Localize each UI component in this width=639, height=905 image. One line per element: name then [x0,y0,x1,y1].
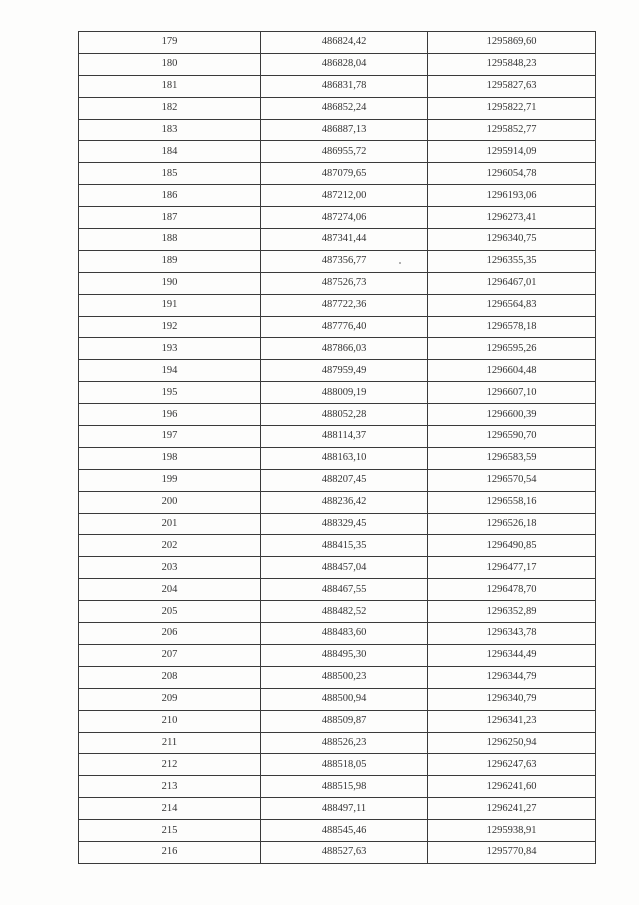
table-row [79,841,596,863]
y-coordinate-cell: 1296607,10 [428,382,596,404]
y-coordinate-cell: 1295914,09 [428,141,596,163]
point-number-cell: 211 [79,732,261,754]
point-number-cell: 208 [79,666,261,688]
point-number-cell: 184 [79,141,261,163]
y-coordinate-cell: 1296478,70 [428,579,596,601]
point-number-cell: 185 [79,163,261,185]
table-row [79,141,596,163]
table-row [79,119,596,141]
point-number-cell: 214 [79,798,261,820]
table-row [79,75,596,97]
table-row [79,754,596,776]
coordinates-table-body [79,32,596,864]
x-coordinate-cell: 487274,06 [261,207,428,229]
x-coordinate-cell: 488482,52 [261,601,428,623]
y-coordinate-cell: 1295938,91 [428,820,596,842]
scan-speck [399,262,401,264]
y-coordinate-cell: 1296250,94 [428,732,596,754]
point-number-cell: 196 [79,404,261,426]
y-coordinate-cell: 1296583,59 [428,447,596,469]
x-coordinate-cell: 487526,73 [261,272,428,294]
x-coordinate-cell: 487866,03 [261,338,428,360]
table-row [79,798,596,820]
x-coordinate-cell: 487079,65 [261,163,428,185]
y-coordinate-cell: 1296490,85 [428,535,596,557]
point-number-cell: 183 [79,119,261,141]
table-row [79,426,596,448]
x-coordinate-cell: 486955,72 [261,141,428,163]
y-coordinate-cell: 1295822,71 [428,97,596,119]
coordinates-table [78,31,596,864]
point-number-cell: 213 [79,776,261,798]
x-coordinate-cell: 488329,45 [261,513,428,535]
point-number-cell: 210 [79,710,261,732]
table-row [79,32,596,54]
y-coordinate-cell: 1296355,35 [428,250,596,272]
x-coordinate-cell: 488163,10 [261,447,428,469]
y-coordinate-cell: 1296578,18 [428,316,596,338]
point-number-cell: 187 [79,207,261,229]
x-coordinate-cell: 488518,05 [261,754,428,776]
x-coordinate-cell: 488009,19 [261,382,428,404]
y-coordinate-cell: 1296344,49 [428,644,596,666]
x-coordinate-cell: 488114,37 [261,426,428,448]
table-row [79,272,596,294]
x-coordinate-cell: 486887,13 [261,119,428,141]
x-coordinate-cell: 487212,00 [261,185,428,207]
x-coordinate-cell: 488457,04 [261,557,428,579]
table-row [79,623,596,645]
y-coordinate-cell: 1296526,18 [428,513,596,535]
y-coordinate-cell: 1296273,41 [428,207,596,229]
table-row [79,404,596,426]
y-coordinate-cell: 1296247,63 [428,754,596,776]
table-row [79,382,596,404]
table-row [79,338,596,360]
point-number-cell: 202 [79,535,261,557]
y-coordinate-cell: 1296352,89 [428,601,596,623]
x-coordinate-cell: 487356,77 [261,250,428,272]
table-row [79,316,596,338]
point-number-cell: 216 [79,841,261,863]
y-coordinate-cell: 1295869,60 [428,32,596,54]
y-coordinate-cell: 1296241,60 [428,776,596,798]
y-coordinate-cell: 1295827,63 [428,75,596,97]
x-coordinate-cell: 488467,55 [261,579,428,601]
point-number-cell: 215 [79,820,261,842]
y-coordinate-cell: 1296054,78 [428,163,596,185]
table-row [79,601,596,623]
table-row [79,294,596,316]
point-number-cell: 199 [79,469,261,491]
point-number-cell: 206 [79,623,261,645]
point-number-cell: 200 [79,491,261,513]
x-coordinate-cell: 488509,87 [261,710,428,732]
table-row [79,53,596,75]
x-coordinate-cell: 488236,42 [261,491,428,513]
point-number-cell: 181 [79,75,261,97]
point-number-cell: 192 [79,316,261,338]
table-row [79,820,596,842]
point-number-cell: 195 [79,382,261,404]
point-number-cell: 198 [79,447,261,469]
x-coordinate-cell: 488207,45 [261,469,428,491]
table-row [79,250,596,272]
table-row [79,513,596,535]
point-number-cell: 190 [79,272,261,294]
y-coordinate-cell: 1296600,39 [428,404,596,426]
x-coordinate-cell: 488052,28 [261,404,428,426]
point-number-cell: 197 [79,426,261,448]
x-coordinate-cell: 486824,42 [261,32,428,54]
x-coordinate-cell: 486852,24 [261,97,428,119]
x-coordinate-cell: 488527,63 [261,841,428,863]
x-coordinate-cell: 487959,49 [261,360,428,382]
point-number-cell: 212 [79,754,261,776]
x-coordinate-cell: 488500,23 [261,666,428,688]
y-coordinate-cell: 1295848,23 [428,53,596,75]
x-coordinate-cell: 487341,44 [261,229,428,251]
y-coordinate-cell: 1296193,06 [428,185,596,207]
x-coordinate-cell: 488515,98 [261,776,428,798]
y-coordinate-cell: 1296564,83 [428,294,596,316]
table-row [79,688,596,710]
table-row [79,185,596,207]
y-coordinate-cell: 1296241,27 [428,798,596,820]
point-number-cell: 188 [79,229,261,251]
y-coordinate-cell: 1296341,23 [428,710,596,732]
table-row [79,97,596,119]
table-row [79,229,596,251]
point-number-cell: 205 [79,601,261,623]
point-number-cell: 203 [79,557,261,579]
table-row [79,360,596,382]
y-coordinate-cell: 1296340,75 [428,229,596,251]
table-row [79,579,596,601]
table-row [79,557,596,579]
x-coordinate-cell: 488483,60 [261,623,428,645]
point-number-cell: 180 [79,53,261,75]
table-row [79,666,596,688]
y-coordinate-cell: 1296477,17 [428,557,596,579]
y-coordinate-cell: 1296590,70 [428,426,596,448]
table-row [79,644,596,666]
table-row [79,207,596,229]
y-coordinate-cell: 1296467,01 [428,272,596,294]
point-number-cell: 186 [79,185,261,207]
x-coordinate-cell: 487776,40 [261,316,428,338]
point-number-cell: 189 [79,250,261,272]
table-row [79,535,596,557]
table-row [79,469,596,491]
y-coordinate-cell: 1296343,78 [428,623,596,645]
x-coordinate-cell: 486831,78 [261,75,428,97]
table-row [79,163,596,185]
x-coordinate-cell: 488495,30 [261,644,428,666]
y-coordinate-cell: 1295852,77 [428,119,596,141]
point-number-cell: 209 [79,688,261,710]
y-coordinate-cell: 1296604,48 [428,360,596,382]
point-number-cell: 191 [79,294,261,316]
x-coordinate-cell: 488497,11 [261,798,428,820]
y-coordinate-cell: 1296558,16 [428,491,596,513]
y-coordinate-cell: 1296340,79 [428,688,596,710]
table-row [79,776,596,798]
point-number-cell: 201 [79,513,261,535]
x-coordinate-cell: 488500,94 [261,688,428,710]
y-coordinate-cell: 1295770,84 [428,841,596,863]
x-coordinate-cell: 488415,35 [261,535,428,557]
point-number-cell: 207 [79,644,261,666]
y-coordinate-cell: 1296595,26 [428,338,596,360]
point-number-cell: 179 [79,32,261,54]
y-coordinate-cell: 1296570,54 [428,469,596,491]
table-row [79,491,596,513]
x-coordinate-cell: 488526,23 [261,732,428,754]
table-row [79,447,596,469]
x-coordinate-cell: 488545,46 [261,820,428,842]
x-coordinate-cell: 487722,36 [261,294,428,316]
point-number-cell: 193 [79,338,261,360]
table-row [79,732,596,754]
point-number-cell: 182 [79,97,261,119]
table-row [79,710,596,732]
point-number-cell: 204 [79,579,261,601]
point-number-cell: 194 [79,360,261,382]
y-coordinate-cell: 1296344,79 [428,666,596,688]
x-coordinate-cell: 486828,04 [261,53,428,75]
